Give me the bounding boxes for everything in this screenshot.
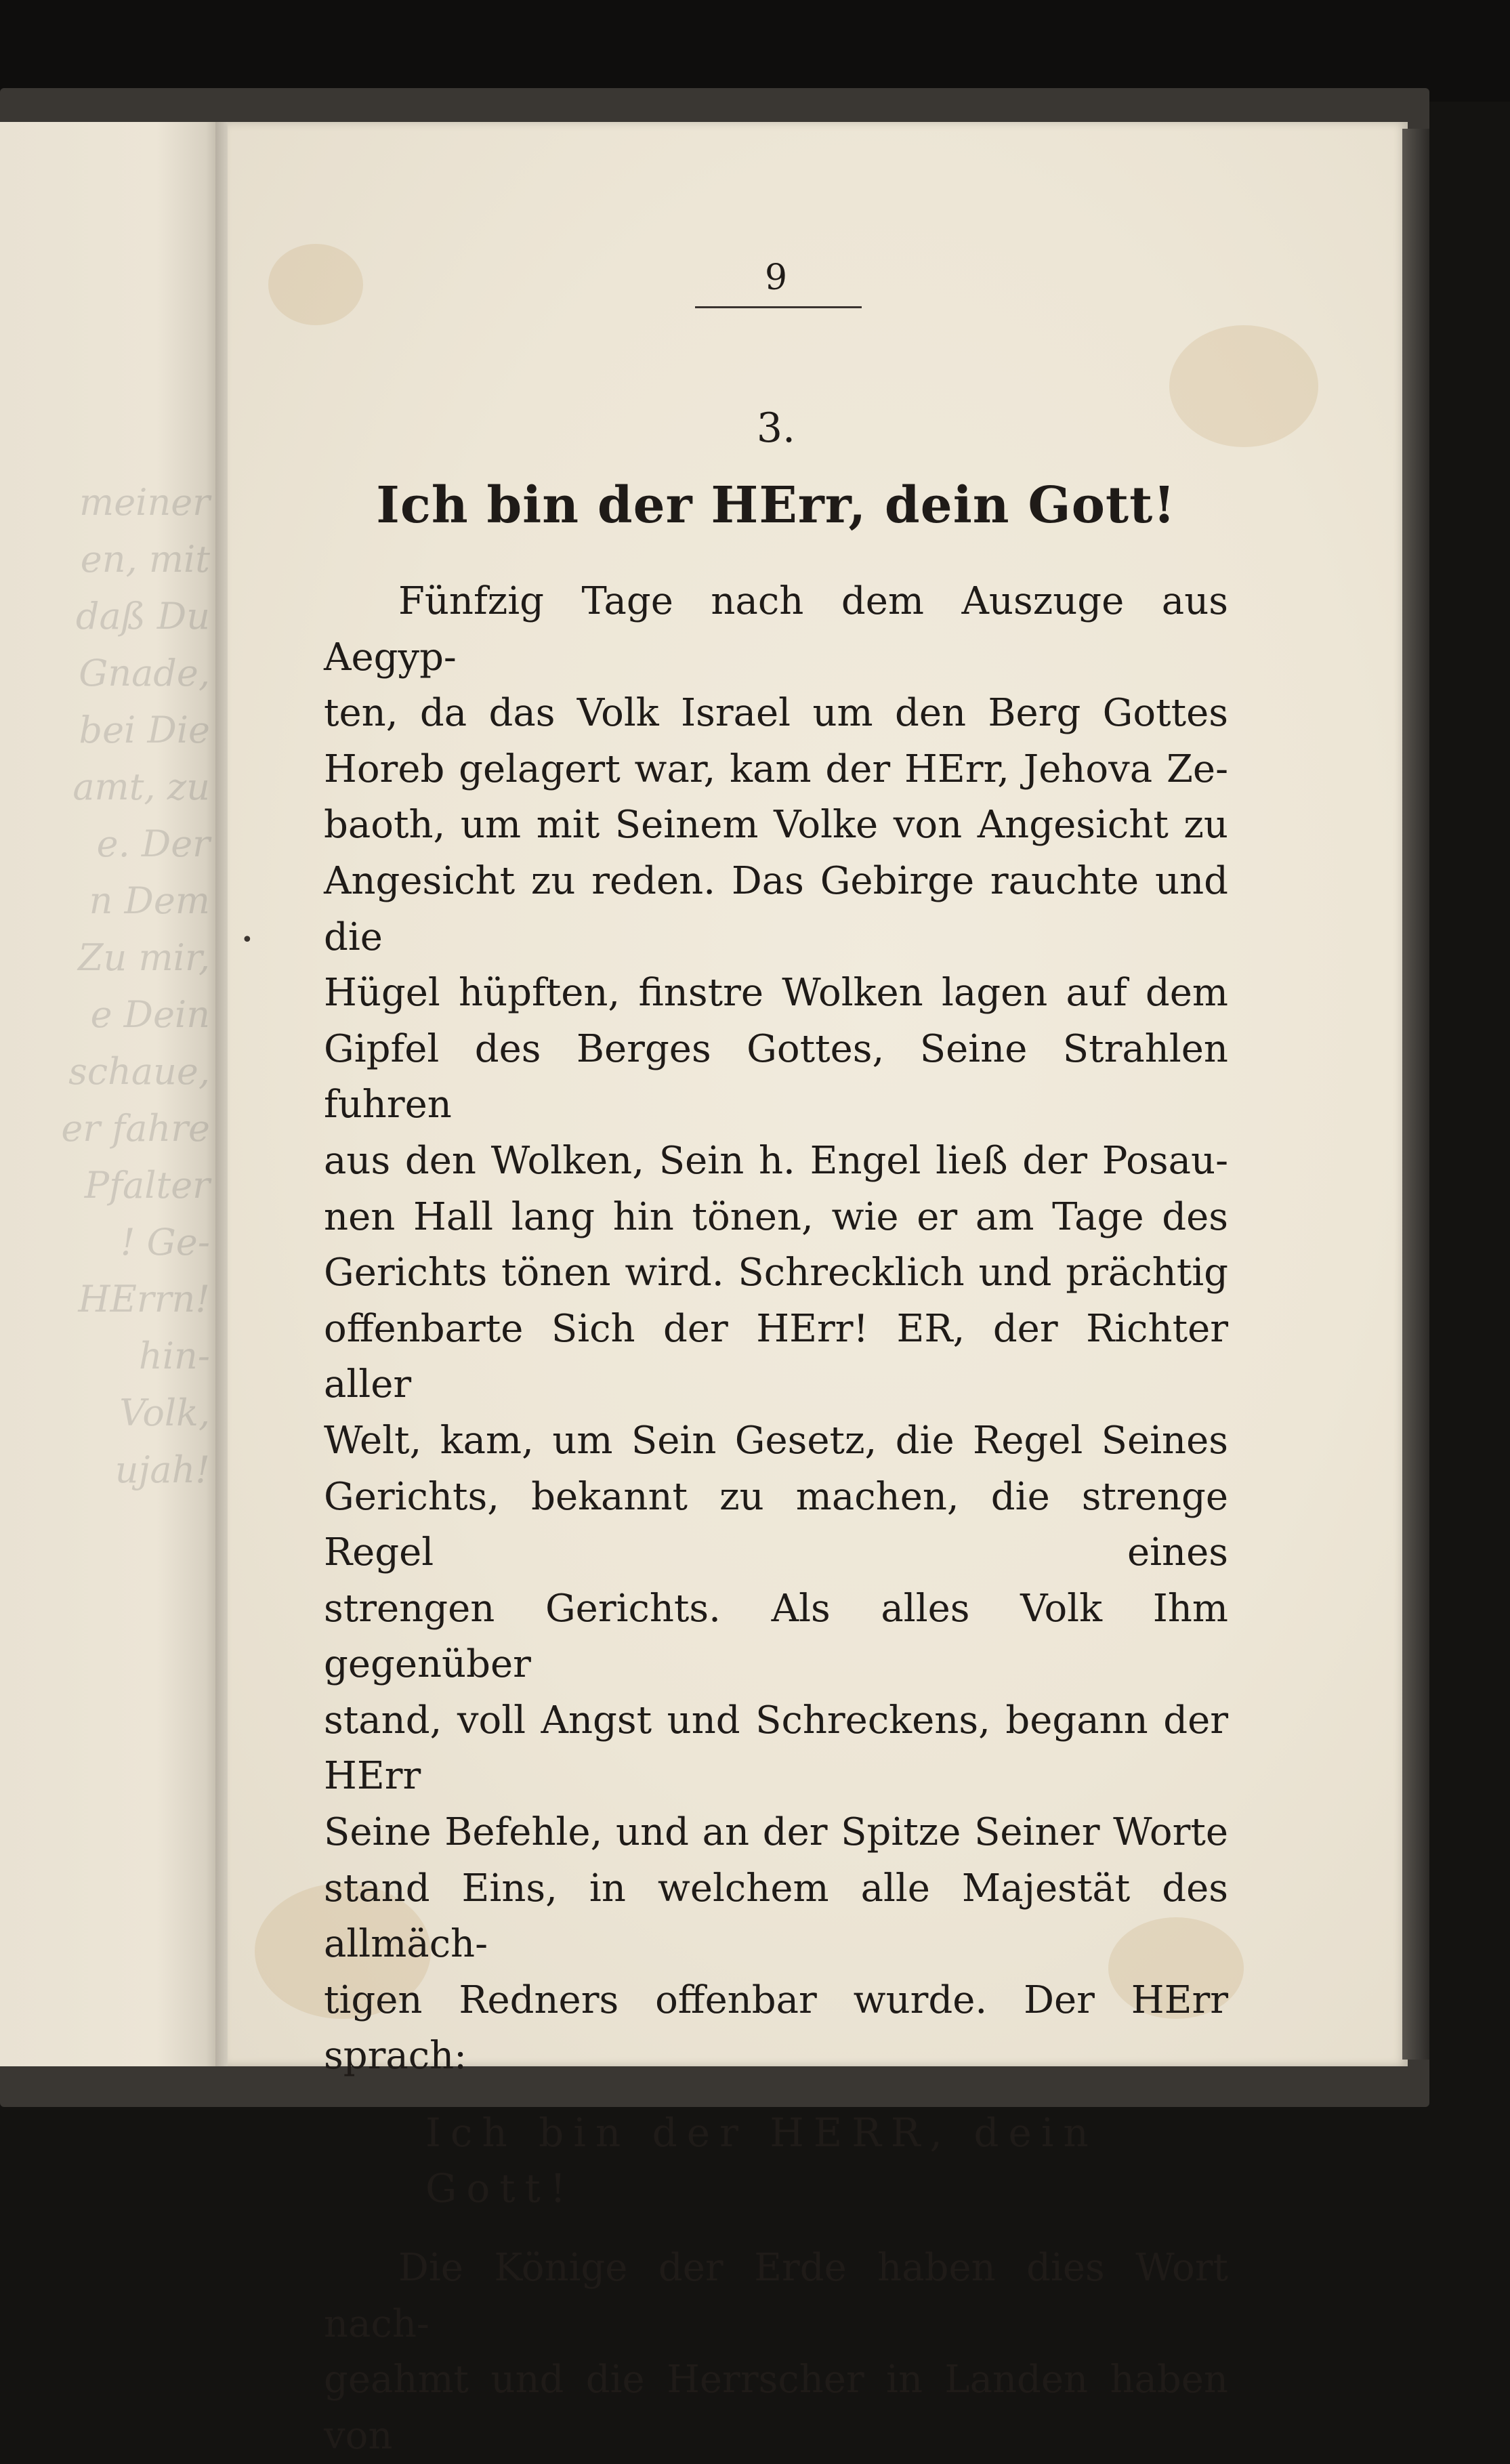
ghost-line: schaue, bbox=[68, 1050, 210, 1093]
ink-speck: • bbox=[241, 928, 253, 952]
text-line: Fünfzig Tage nach dem Auszuge aus Aegyp- bbox=[324, 579, 1228, 680]
text-line: offenbarte Sich der HErr! ER, der Richter aller bbox=[324, 1306, 1228, 1407]
ghost-line: daß Du bbox=[75, 595, 210, 638]
ghost-line: n Dem bbox=[89, 879, 210, 922]
text-line: aus den Wolken, Sein h. Engel ließ der Posau- bbox=[324, 1138, 1228, 1183]
body-paragraph-2 bbox=[324, 2240, 1228, 2464]
ghost-line: meiner bbox=[79, 481, 210, 524]
left-page bbox=[0, 122, 224, 2066]
emphasized-commandment: Ich bin der HERR, dein Gott! bbox=[425, 2110, 1098, 2212]
ghost-line: er fahre bbox=[61, 1107, 210, 1150]
text-line: Welt, kam, um Sein Gesetz, die Regel Seines bbox=[324, 1418, 1228, 1463]
ghost-line: HErrn! bbox=[78, 1278, 210, 1320]
ghost-line: en, mit bbox=[80, 538, 210, 581]
text-line: Gerichts, bekannt zu machen, die strenge Regel eines bbox=[324, 1474, 1228, 1575]
text-line: Die Könige der Erde haben dies Wort nach- bbox=[324, 2246, 1228, 2346]
ghost-line: Volk, bbox=[119, 1392, 210, 1434]
page-content bbox=[324, 257, 1228, 2464]
chapter-number: 3. bbox=[756, 404, 796, 452]
text-line: Gipfel des Berges Gottes, Seine Strahlen fuhren bbox=[324, 1026, 1228, 1127]
ghost-line: Pfalter bbox=[84, 1164, 210, 1207]
text-line: nen Hall lang hin tönen, wie er am Tage des bbox=[324, 1194, 1228, 1239]
text-line: Gerichts tönen wird. Schrecklich und prächtig bbox=[324, 1251, 1228, 1295]
ghost-line: e. Der bbox=[96, 822, 210, 865]
page-edge-shadow bbox=[1402, 129, 1429, 2060]
ghost-line: Zu mir, bbox=[78, 936, 210, 979]
text-line: ten, da das Volk Israel um den Berg Gottes bbox=[324, 691, 1228, 736]
text-line: geahmt und die Herrscher in Landen haben von bbox=[324, 2358, 1228, 2458]
ghost-line: ! Ge- bbox=[120, 1221, 210, 1264]
text-line: Horeb gelagert war, kam der HErr, Jehova Ze- bbox=[324, 747, 1228, 791]
page-number: 9 bbox=[764, 257, 788, 298]
body-paragraph-1 bbox=[324, 574, 1228, 2085]
ghost-line: hin- bbox=[138, 1335, 210, 1377]
text-line: Hügel hüpften, finstre Wolken lagen auf dem bbox=[324, 971, 1228, 1016]
text-line: Angesicht zu reden. Das Gebirge rauchte und die bbox=[324, 858, 1228, 959]
ghost-line: Gnade, bbox=[79, 652, 210, 694]
text-line: strengen Gerichts. Als alles Volk Ihm gegenüber bbox=[324, 1586, 1228, 1687]
chapter-title: Ich bin der HErr, dein Gott! bbox=[376, 476, 1176, 535]
text-line: stand Eins, in welchem alle Majestät des allmäch- bbox=[324, 1866, 1228, 1967]
ghost-line: amt, zu bbox=[72, 766, 210, 808]
ghost-line: e Dein bbox=[90, 993, 210, 1036]
ghost-line: ujah! bbox=[114, 1448, 210, 1491]
text-line: baoth, um mit Seinem Volke von Angesicht zu bbox=[324, 803, 1228, 848]
scanner-background bbox=[0, 0, 1510, 102]
page-number-rule bbox=[695, 306, 862, 308]
text-line: stand, voll Angst und Schreckens, begann der HErr bbox=[324, 1698, 1228, 1799]
left-page-bleedthrough-text bbox=[14, 474, 210, 1499]
text-line: tigen Redners offenbar wurde. Der HErr sprach: bbox=[324, 1978, 1228, 2079]
text-line: Seine Befehle, und an der Spitze Seiner Worte bbox=[324, 1810, 1228, 1855]
ghost-line: bei Die bbox=[79, 709, 210, 751]
